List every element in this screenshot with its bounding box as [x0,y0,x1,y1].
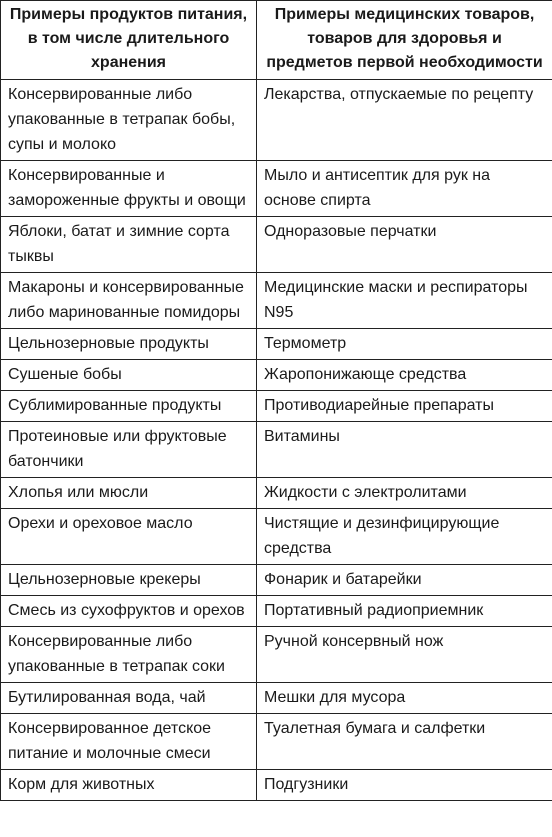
food-cell: Яблоки, батат и зимние сорта тыквы [1,217,257,273]
food-cell: Сушеные бобы [1,360,257,391]
medical-cell: Витамины [257,422,552,478]
medical-cell: Подгузники [257,770,552,801]
table-row [1,391,552,422]
medical-cell: Чистящие и дезинфицирующие средства [257,509,552,565]
food-cell: Консервированные либо упакованные в тетрапак бобы, супы и молоко [1,80,257,161]
table-row [1,509,552,565]
food-cell: Корм для животных [1,770,257,801]
medical-cell: Противодиарейные препараты [257,391,552,422]
table-row [1,273,552,329]
table-row [1,161,552,217]
food-cell: Цельнозерновые крекеры [1,565,257,596]
medical-cell: Мыло и антисептик для рук на основе спирта [257,161,552,217]
medical-cell: Жаропонижающе средства [257,360,552,391]
table-row [1,770,552,801]
table-row [1,714,552,770]
medical-cell: Туалетная бумага и салфетки [257,714,552,770]
food-cell: Консервированное детское питание и молочные смеси [1,714,257,770]
food-cell: Консервированные и замороженные фрукты и овощи [1,161,257,217]
table-header-row [1,1,552,80]
table-row [1,80,552,161]
table-row [1,478,552,509]
medical-cell: Портативный радиоприемник [257,596,552,627]
table-row [1,422,552,478]
food-cell: Сублимированные продукты [1,391,257,422]
medical-cell: Фонарик и батарейки [257,565,552,596]
food-cell: Макароны и консервированные либо маринованные помидоры [1,273,257,329]
medical-cell: Термометр [257,329,552,360]
food-cell: Смесь из сухофруктов и орехов [1,596,257,627]
medical-cell: Жидкости с электролитами [257,478,552,509]
food-cell: Протеиновые или фруктовые батончики [1,422,257,478]
table-row [1,683,552,714]
header-food: Примеры продуктов питания, в том числе длительного хранения [1,1,257,80]
table-row [1,627,552,683]
medical-cell: Лекарства, отпускаемые по рецепту [257,80,552,161]
food-cell: Орехи и ореховое масло [1,509,257,565]
food-cell: Бутилированная вода, чай [1,683,257,714]
table-row [1,596,552,627]
food-cell: Консервированные либо упакованные в тетрапак соки [1,627,257,683]
food-cell: Цельнозерновые продукты [1,329,257,360]
table-row [1,360,552,391]
table-row [1,329,552,360]
medical-cell: Мешки для мусора [257,683,552,714]
header-medical: Примеры медицинских товаров, товаров для здоровья и предметов первой необходимости [257,1,552,80]
table-row [1,565,552,596]
medical-cell: Медицинские маски и респираторы N95 [257,273,552,329]
table-row [1,217,552,273]
medical-cell: Ручной консервный нож [257,627,552,683]
medical-cell: Одноразовые перчатки [257,217,552,273]
food-cell: Хлопья или мюсли [1,478,257,509]
